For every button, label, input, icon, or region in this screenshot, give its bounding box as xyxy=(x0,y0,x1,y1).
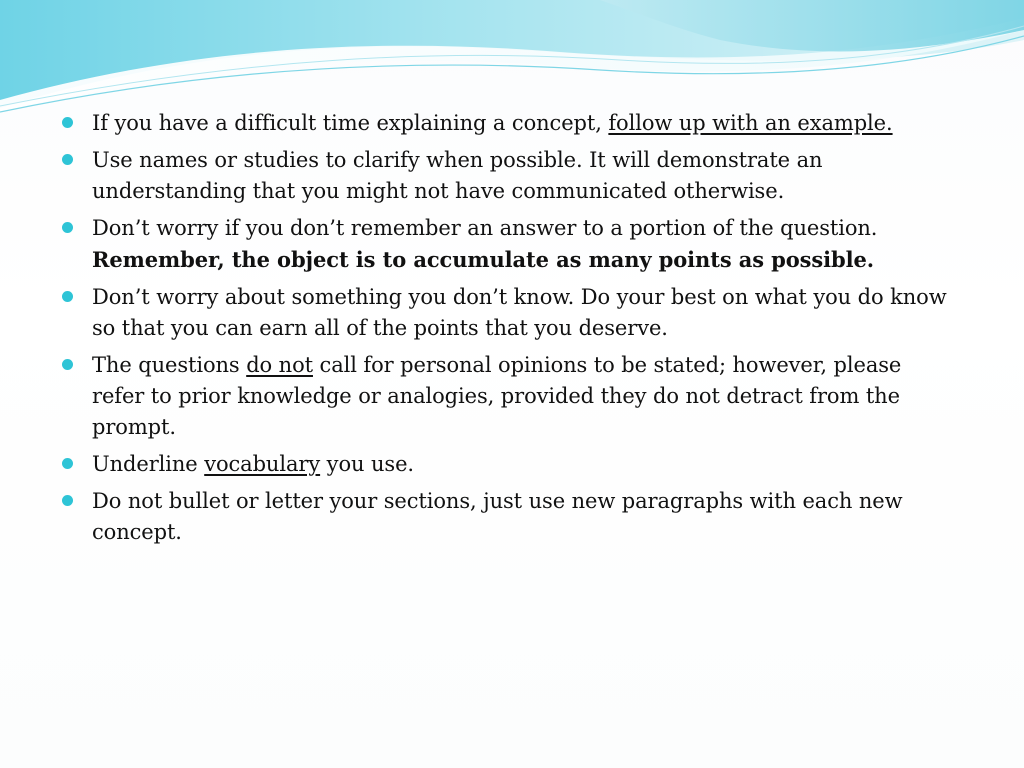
bullet-item-6 xyxy=(60,449,950,480)
bullet-1-underlined: follow up with an example. xyxy=(608,111,893,135)
bullet-item-7 xyxy=(60,486,950,548)
bullet-3-text: Don’t worry if you don’t remember an answer to a portion of the question. xyxy=(92,216,878,240)
bullet-dot-icon xyxy=(62,359,73,370)
bullet-item-3 xyxy=(60,213,950,276)
bullet-5-after: call for personal opinions to be stated; however, please refer to prior knowledge or analogies, provided they do not detract from the prompt. xyxy=(92,353,902,439)
bullet-dot-icon xyxy=(62,495,73,506)
bullet-1-text: If you have a difficult time explaining a concept, xyxy=(92,111,609,135)
bullet-dot-icon xyxy=(62,154,73,165)
bullet-6-after: you use. xyxy=(320,452,414,476)
bullet-item-1 xyxy=(60,108,950,139)
bullet-dot-icon xyxy=(62,117,73,128)
bullet-dot-icon xyxy=(62,291,73,302)
bullet-dot-icon xyxy=(62,458,73,469)
bullet-item-5 xyxy=(60,350,950,443)
bullet-4-text: Don’t worry about something you don’t know. Do your best on what you do know so that you can earn all of the points that you deserve. xyxy=(92,285,947,340)
bullet-dot-icon xyxy=(62,222,73,233)
bullet-5-before: The questions xyxy=(92,353,247,377)
bullet-item-2 xyxy=(60,145,950,207)
bullet-5-underlined: do not xyxy=(246,353,313,377)
bullet-item-4 xyxy=(60,282,950,344)
bullet-2-text: Use names or studies to clarify when possible. It will demonstrate an understanding that you might not have communicated otherwise. xyxy=(92,148,823,203)
bullet-3-bold: Remember, the object is to accumulate as many points as possible. xyxy=(92,247,874,272)
bullet-list xyxy=(60,108,950,554)
bullet-6-underlined: vocabulary xyxy=(204,452,321,476)
bullet-6-before: Underline xyxy=(92,452,205,476)
bullet-7-text: Do not bullet or letter your sections, just use new paragraphs with each new concept. xyxy=(92,489,903,544)
